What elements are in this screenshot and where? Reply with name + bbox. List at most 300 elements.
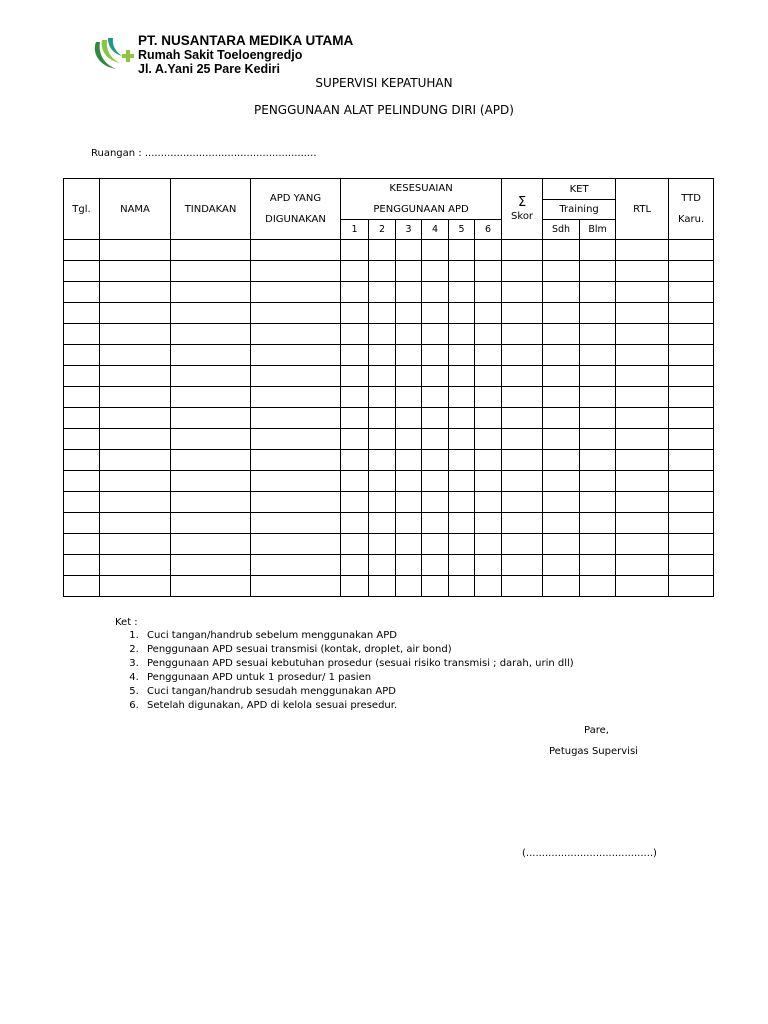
table-cell[interactable]	[64, 282, 100, 303]
table-cell[interactable]	[396, 345, 422, 366]
table-cell[interactable]	[64, 471, 100, 492]
table-cell[interactable]	[580, 387, 616, 408]
table-cell[interactable]	[171, 387, 251, 408]
table-cell[interactable]	[396, 261, 422, 282]
table-cell[interactable]	[422, 492, 449, 513]
ket-section	[115, 617, 574, 713]
table-cell[interactable]	[502, 492, 543, 513]
table-cell[interactable]	[502, 534, 543, 555]
table-cell[interactable]	[580, 408, 616, 429]
table-cell[interactable]	[64, 387, 100, 408]
table-cell[interactable]	[100, 303, 171, 324]
table-cell[interactable]	[502, 240, 543, 261]
table-cell[interactable]	[396, 408, 422, 429]
table-cell[interactable]	[449, 429, 475, 450]
table-row	[64, 261, 714, 282]
table-cell[interactable]	[369, 408, 396, 429]
table-cell[interactable]	[580, 450, 616, 471]
table-cell[interactable]	[171, 324, 251, 345]
table-cell[interactable]	[341, 324, 369, 345]
table-cell[interactable]	[396, 513, 422, 534]
list-item: 3. Penggunaan APD sesuai kebutuhan prosedur (sesuai risiko transmisi ; darah, urin dll)	[142, 657, 574, 671]
table-cell[interactable]	[616, 513, 669, 534]
table-cell[interactable]	[580, 366, 616, 387]
table-cell[interactable]	[449, 282, 475, 303]
header-num-5: 5	[449, 220, 475, 240]
table-cell[interactable]	[341, 240, 369, 261]
table-cell[interactable]	[502, 576, 543, 597]
table-cell[interactable]	[396, 387, 422, 408]
table-cell[interactable]	[580, 240, 616, 261]
table-cell[interactable]	[251, 450, 341, 471]
table-cell[interactable]	[396, 429, 422, 450]
table-cell[interactable]	[251, 240, 341, 261]
table-cell[interactable]	[543, 261, 580, 282]
table-row	[64, 450, 714, 471]
table-cell[interactable]	[543, 387, 580, 408]
table-cell[interactable]	[100, 429, 171, 450]
table-cell[interactable]	[669, 471, 714, 492]
table-cell[interactable]	[502, 429, 543, 450]
table-cell[interactable]	[475, 429, 502, 450]
table-cell[interactable]	[396, 240, 422, 261]
table-cell[interactable]	[543, 450, 580, 471]
table-cell[interactable]	[341, 576, 369, 597]
table-cell[interactable]	[100, 261, 171, 282]
table-cell[interactable]	[502, 345, 543, 366]
table-cell[interactable]	[616, 324, 669, 345]
table-cell[interactable]	[100, 450, 171, 471]
table-cell[interactable]	[616, 408, 669, 429]
table-cell[interactable]	[396, 471, 422, 492]
table-cell[interactable]	[669, 261, 714, 282]
table-cell[interactable]	[543, 471, 580, 492]
table-cell[interactable]	[100, 366, 171, 387]
table-cell[interactable]	[171, 429, 251, 450]
table-cell[interactable]	[543, 513, 580, 534]
table-cell[interactable]	[669, 513, 714, 534]
hospital-address: Jl. A.Yani 25 Pare Kediri	[138, 62, 280, 76]
header-training: Training	[543, 200, 616, 220]
table-cell[interactable]	[64, 534, 100, 555]
table-cell[interactable]	[251, 429, 341, 450]
table-cell[interactable]	[669, 282, 714, 303]
table-cell[interactable]	[341, 282, 369, 303]
table-row	[64, 345, 714, 366]
table-cell[interactable]	[100, 471, 171, 492]
table-cell[interactable]	[369, 471, 396, 492]
table-cell[interactable]	[422, 261, 449, 282]
table-cell[interactable]	[580, 576, 616, 597]
table-cell[interactable]	[100, 492, 171, 513]
table-cell[interactable]	[171, 555, 251, 576]
table-cell[interactable]	[251, 261, 341, 282]
table-cell[interactable]	[369, 324, 396, 345]
header-apd-line1: APD YANG	[269, 193, 322, 204]
table-cell[interactable]	[341, 429, 369, 450]
table-cell[interactable]	[100, 576, 171, 597]
table-cell[interactable]	[171, 408, 251, 429]
table-cell[interactable]	[449, 513, 475, 534]
hospital-logo-icon	[92, 36, 136, 72]
table-cell[interactable]	[64, 345, 100, 366]
table-body	[64, 240, 714, 597]
table-cell[interactable]	[475, 450, 502, 471]
table-cell[interactable]	[396, 555, 422, 576]
table-cell[interactable]	[396, 366, 422, 387]
table-cell[interactable]	[616, 366, 669, 387]
table-cell[interactable]	[449, 555, 475, 576]
ket-title: Ket :	[115, 617, 138, 628]
table-cell[interactable]	[251, 303, 341, 324]
table-cell[interactable]	[100, 240, 171, 261]
table-cell[interactable]	[669, 345, 714, 366]
header-num-3: 3	[396, 220, 422, 240]
table-cell[interactable]	[100, 408, 171, 429]
table-cell[interactable]	[422, 240, 449, 261]
table-cell[interactable]	[616, 387, 669, 408]
table-cell[interactable]	[616, 282, 669, 303]
table-cell[interactable]	[543, 345, 580, 366]
table-cell[interactable]	[369, 450, 396, 471]
table-cell[interactable]	[580, 555, 616, 576]
table-cell[interactable]	[341, 408, 369, 429]
table-cell[interactable]	[502, 387, 543, 408]
table-cell[interactable]	[449, 534, 475, 555]
table-cell[interactable]	[64, 492, 100, 513]
table-cell[interactable]	[251, 555, 341, 576]
table-cell[interactable]	[396, 450, 422, 471]
table-row	[64, 303, 714, 324]
table-cell[interactable]	[369, 513, 396, 534]
table-cell[interactable]	[669, 492, 714, 513]
table-cell[interactable]	[502, 324, 543, 345]
header-nama: NAMA	[100, 179, 171, 240]
table-cell[interactable]	[422, 555, 449, 576]
table-cell[interactable]	[251, 513, 341, 534]
table-cell[interactable]	[669, 429, 714, 450]
table-cell[interactable]	[543, 576, 580, 597]
table-cell[interactable]	[449, 324, 475, 345]
table-cell[interactable]	[171, 282, 251, 303]
table-cell[interactable]	[543, 324, 580, 345]
table-cell[interactable]	[171, 513, 251, 534]
table-cell[interactable]	[341, 471, 369, 492]
table-cell[interactable]	[422, 576, 449, 597]
table-cell[interactable]	[580, 513, 616, 534]
table-cell[interactable]	[100, 324, 171, 345]
table-cell[interactable]	[543, 282, 580, 303]
header-skor-label: Skor	[511, 210, 534, 222]
header-ttd-line1: TTD	[681, 193, 701, 204]
table-cell[interactable]	[341, 261, 369, 282]
table-cell[interactable]	[669, 534, 714, 555]
table-cell[interactable]	[580, 345, 616, 366]
table-cell[interactable]	[100, 534, 171, 555]
table-cell[interactable]	[580, 282, 616, 303]
list-item: 4. Penggunaan APD untuk 1 prosedur/ 1 pasien	[142, 671, 574, 685]
table-cell[interactable]	[171, 471, 251, 492]
table-cell[interactable]	[100, 513, 171, 534]
table-cell[interactable]	[369, 240, 396, 261]
table-cell[interactable]	[64, 303, 100, 324]
header-tindakan: TINDAKAN	[171, 179, 251, 240]
table-cell[interactable]	[422, 450, 449, 471]
table-cell[interactable]	[422, 513, 449, 534]
table-cell[interactable]	[502, 450, 543, 471]
table-cell[interactable]	[341, 345, 369, 366]
table-cell[interactable]	[369, 366, 396, 387]
table-cell[interactable]	[251, 471, 341, 492]
table-cell[interactable]	[369, 576, 396, 597]
table-cell[interactable]	[616, 471, 669, 492]
table-cell[interactable]	[543, 408, 580, 429]
signature-place: Pare,	[584, 725, 609, 736]
table-row	[64, 513, 714, 534]
table-cell[interactable]	[543, 534, 580, 555]
header-ttd-line2: Karu.	[677, 214, 705, 225]
table-cell[interactable]	[669, 303, 714, 324]
table-cell[interactable]	[64, 366, 100, 387]
table-cell[interactable]	[64, 576, 100, 597]
table-cell[interactable]	[171, 261, 251, 282]
table-cell[interactable]	[616, 303, 669, 324]
header-kesesuaian-line2: PENGGUNAAN APD	[373, 204, 469, 215]
header-tgl: Tgl.	[64, 179, 100, 240]
table-cell[interactable]	[100, 282, 171, 303]
table-cell[interactable]	[616, 345, 669, 366]
table-cell[interactable]	[341, 450, 369, 471]
header-ttd	[669, 179, 714, 240]
table-cell[interactable]	[64, 408, 100, 429]
table-cell[interactable]	[396, 492, 422, 513]
table-cell[interactable]	[475, 576, 502, 597]
table-cell[interactable]	[369, 534, 396, 555]
table-cell[interactable]	[475, 555, 502, 576]
table-cell[interactable]	[475, 492, 502, 513]
table-cell[interactable]	[341, 387, 369, 408]
table-cell[interactable]	[616, 450, 669, 471]
header-num-1: 1	[341, 220, 369, 240]
table-cell[interactable]	[502, 303, 543, 324]
table-cell[interactable]	[369, 387, 396, 408]
table-cell[interactable]	[422, 345, 449, 366]
table-cell[interactable]	[580, 534, 616, 555]
table-cell[interactable]	[449, 240, 475, 261]
table-cell[interactable]	[251, 534, 341, 555]
table-cell[interactable]	[64, 261, 100, 282]
signature-role: Petugas Supervisi	[549, 746, 638, 757]
org-header	[138, 33, 353, 76]
header-apd-line2: DIGUNAKAN	[265, 214, 326, 225]
header-num-2: 2	[369, 220, 396, 240]
table-cell[interactable]	[100, 345, 171, 366]
table-cell[interactable]	[580, 492, 616, 513]
table-row	[64, 240, 714, 261]
table-cell[interactable]	[251, 324, 341, 345]
table-cell[interactable]	[502, 555, 543, 576]
table-cell[interactable]	[616, 261, 669, 282]
table-cell[interactable]	[475, 534, 502, 555]
ket-list	[115, 629, 574, 713]
table-cell[interactable]	[502, 471, 543, 492]
table-cell[interactable]	[341, 534, 369, 555]
table-cell[interactable]	[475, 387, 502, 408]
table-cell[interactable]	[475, 324, 502, 345]
table-row	[64, 471, 714, 492]
table-cell[interactable]	[543, 492, 580, 513]
table-cell[interactable]	[449, 492, 475, 513]
table-cell[interactable]	[422, 303, 449, 324]
table-row	[64, 408, 714, 429]
table-cell[interactable]	[669, 240, 714, 261]
table-cell[interactable]	[669, 366, 714, 387]
table-cell[interactable]	[171, 366, 251, 387]
table-cell[interactable]	[396, 303, 422, 324]
table-cell[interactable]	[422, 471, 449, 492]
header-sdh: Sdh	[543, 220, 580, 240]
table-cell[interactable]	[396, 534, 422, 555]
table-cell[interactable]	[543, 303, 580, 324]
table-cell[interactable]	[64, 429, 100, 450]
table-cell[interactable]	[251, 366, 341, 387]
table-cell[interactable]	[669, 576, 714, 597]
table-cell[interactable]	[543, 555, 580, 576]
table-cell[interactable]	[64, 324, 100, 345]
header-apd	[251, 179, 341, 240]
table-cell[interactable]	[449, 366, 475, 387]
table-cell[interactable]	[475, 345, 502, 366]
table-cell[interactable]	[580, 324, 616, 345]
table-cell[interactable]	[100, 555, 171, 576]
table-cell[interactable]	[616, 555, 669, 576]
table-cell[interactable]	[396, 282, 422, 303]
header-num-4: 4	[422, 220, 449, 240]
table-cell[interactable]	[449, 261, 475, 282]
table-cell[interactable]	[502, 513, 543, 534]
table-cell[interactable]	[422, 534, 449, 555]
table-cell[interactable]	[502, 366, 543, 387]
table-cell[interactable]	[251, 282, 341, 303]
table-cell[interactable]	[449, 408, 475, 429]
table-cell[interactable]	[100, 387, 171, 408]
table-cell[interactable]	[449, 471, 475, 492]
table-row	[64, 576, 714, 597]
table-cell[interactable]	[616, 576, 669, 597]
table-cell[interactable]	[449, 450, 475, 471]
table-cell[interactable]	[449, 576, 475, 597]
table-cell[interactable]	[341, 492, 369, 513]
table-cell[interactable]	[422, 387, 449, 408]
table-cell[interactable]	[396, 324, 422, 345]
table-cell[interactable]	[422, 366, 449, 387]
table-cell[interactable]	[251, 408, 341, 429]
table-cell[interactable]	[543, 366, 580, 387]
table-cell[interactable]	[669, 387, 714, 408]
table-cell[interactable]	[502, 408, 543, 429]
table-cell[interactable]	[422, 282, 449, 303]
table-cell[interactable]	[369, 492, 396, 513]
table-row	[64, 429, 714, 450]
table-cell[interactable]	[475, 240, 502, 261]
table-cell[interactable]	[502, 282, 543, 303]
table-cell[interactable]	[396, 576, 422, 597]
table-cell[interactable]	[616, 492, 669, 513]
table-cell[interactable]	[669, 555, 714, 576]
table-cell[interactable]	[369, 303, 396, 324]
table-cell[interactable]	[369, 282, 396, 303]
table-cell[interactable]	[580, 471, 616, 492]
table-cell[interactable]	[171, 240, 251, 261]
table-cell[interactable]	[171, 534, 251, 555]
table-cell[interactable]	[580, 429, 616, 450]
document-title: SUPERVISI KEPATUHAN	[315, 76, 453, 90]
table-cell[interactable]	[422, 408, 449, 429]
org-name: PT. NUSANTARA MEDIKA UTAMA	[138, 33, 354, 48]
table-cell[interactable]	[251, 345, 341, 366]
table-cell[interactable]	[369, 261, 396, 282]
table-cell[interactable]	[616, 240, 669, 261]
table-cell[interactable]	[64, 513, 100, 534]
table-cell[interactable]	[64, 555, 100, 576]
table-cell[interactable]	[369, 555, 396, 576]
table-cell[interactable]	[475, 366, 502, 387]
signature-name-line: (........................................)	[522, 848, 657, 859]
table-cell[interactable]	[616, 429, 669, 450]
table-cell[interactable]	[341, 366, 369, 387]
table-cell[interactable]	[475, 408, 502, 429]
table-cell[interactable]	[171, 345, 251, 366]
table-cell[interactable]	[369, 429, 396, 450]
table-cell[interactable]	[369, 345, 396, 366]
table-cell[interactable]	[475, 513, 502, 534]
table-cell[interactable]	[341, 555, 369, 576]
table-cell[interactable]	[669, 450, 714, 471]
table-cell[interactable]	[64, 450, 100, 471]
table-cell[interactable]	[449, 387, 475, 408]
table-cell[interactable]	[616, 534, 669, 555]
table-cell[interactable]	[171, 450, 251, 471]
table-cell[interactable]	[251, 492, 341, 513]
list-item: 1. Cuci tangan/handrub sebelum menggunakan APD	[142, 629, 574, 643]
table-cell[interactable]	[422, 429, 449, 450]
table-cell[interactable]	[449, 345, 475, 366]
table-cell[interactable]	[341, 303, 369, 324]
table-cell[interactable]	[669, 324, 714, 345]
table-cell[interactable]	[475, 303, 502, 324]
table-cell[interactable]	[171, 576, 251, 597]
table-cell[interactable]	[580, 303, 616, 324]
header-rtl: RTL	[616, 179, 669, 240]
table-cell[interactable]	[669, 408, 714, 429]
table-cell[interactable]	[475, 471, 502, 492]
table-cell[interactable]	[251, 576, 341, 597]
table-cell[interactable]	[543, 429, 580, 450]
table-cell[interactable]	[171, 492, 251, 513]
table-cell[interactable]	[543, 240, 580, 261]
table-cell[interactable]	[251, 387, 341, 408]
supervision-table	[63, 178, 714, 597]
table-cell[interactable]	[449, 303, 475, 324]
table-cell[interactable]	[64, 240, 100, 261]
table-cell[interactable]	[171, 303, 251, 324]
table-cell[interactable]	[341, 513, 369, 534]
table-cell[interactable]	[502, 261, 543, 282]
table-cell[interactable]	[475, 282, 502, 303]
table-cell[interactable]	[475, 261, 502, 282]
table-cell[interactable]	[580, 261, 616, 282]
table-cell[interactable]	[422, 324, 449, 345]
